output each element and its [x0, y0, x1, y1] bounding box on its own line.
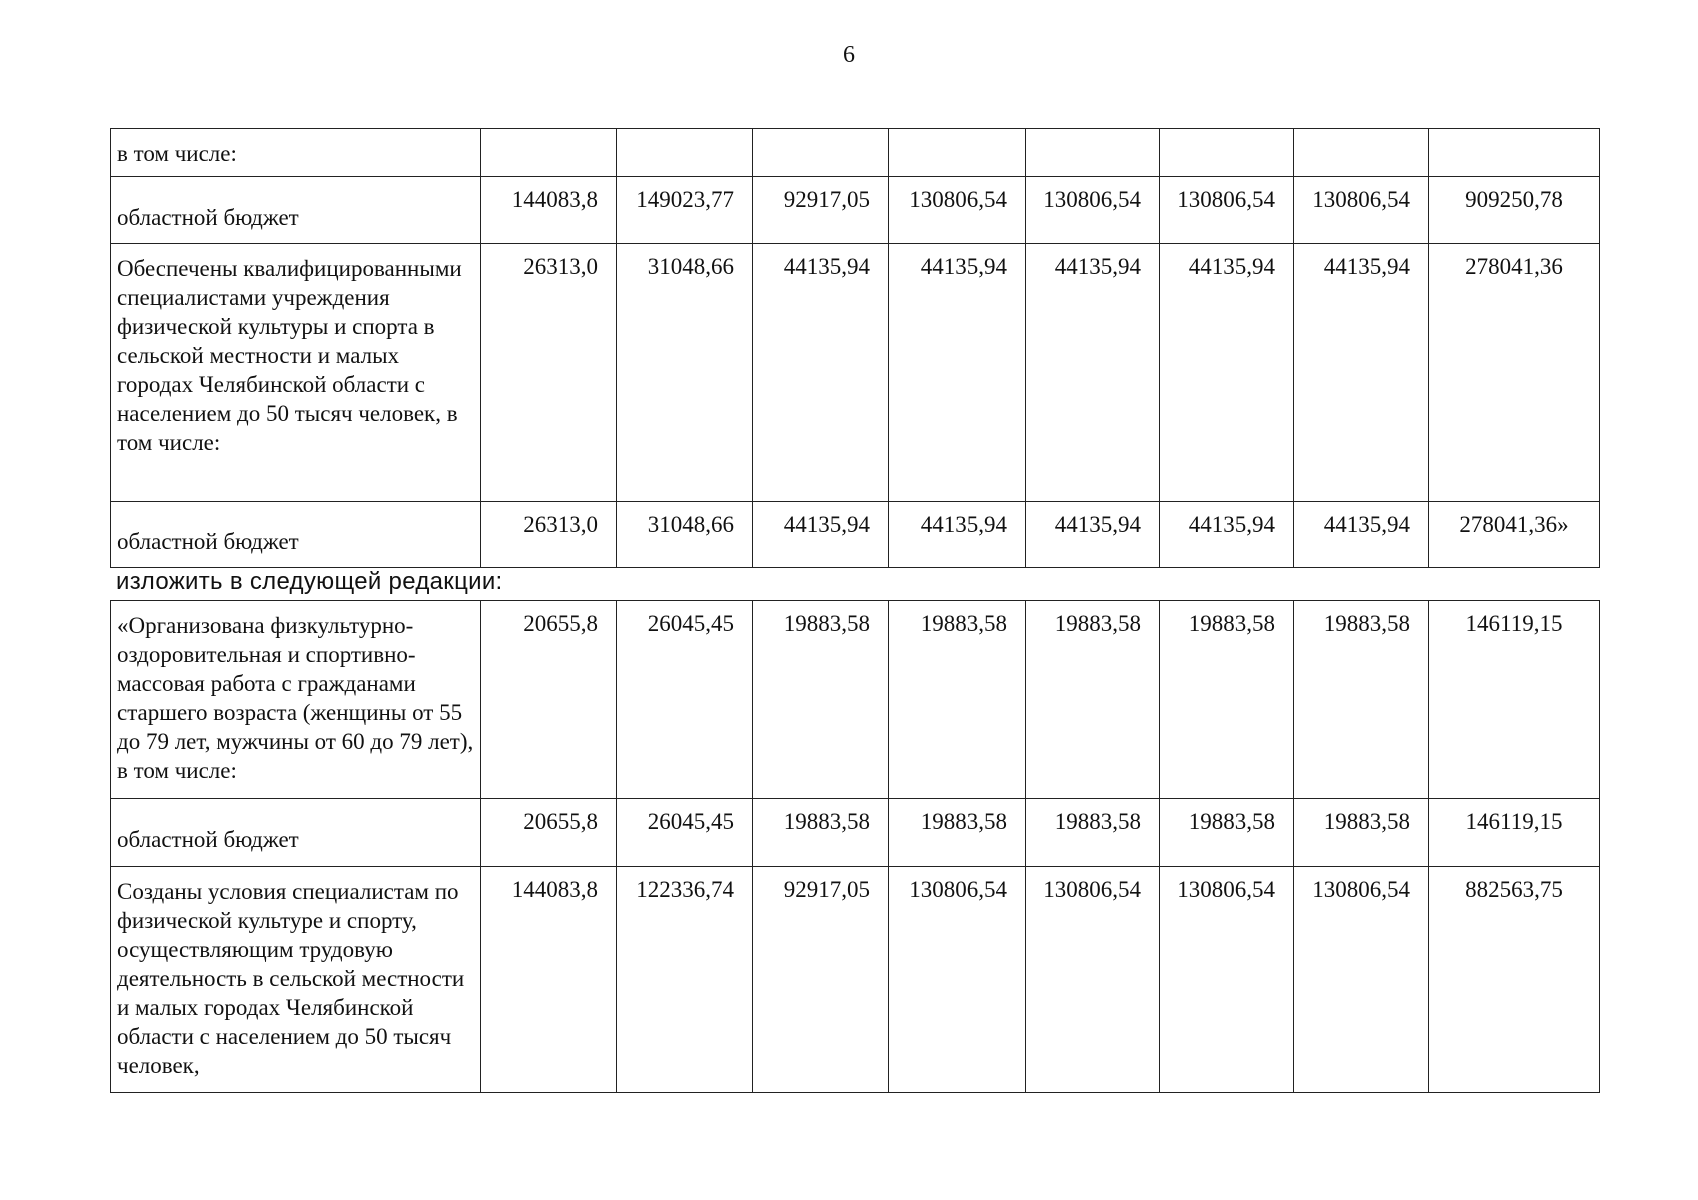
value-cell: 19883,58 [889, 601, 1026, 799]
value-cell: 130806,54 [1294, 867, 1429, 1093]
total-cell: 278041,36» [1429, 502, 1600, 568]
value-cell: 26313,0 [481, 244, 617, 502]
value-cell: 130806,54 [889, 867, 1026, 1093]
row-label: Созданы условия специалистам по физической культуре и спорту, осуществляющим трудовую деятельность в сельской местности и малых городах Челябинской области с населением до 50 тысяч человек, [111, 867, 481, 1093]
value-cell [1160, 129, 1294, 177]
value-cell: 44135,94 [753, 244, 889, 502]
value-cell: 19883,58 [1294, 799, 1429, 867]
value-cell [1026, 129, 1160, 177]
table-row [111, 867, 1600, 1093]
budget-table-current [110, 128, 1600, 568]
value-cell: 130806,54 [889, 177, 1026, 244]
value-cell: 122336,74 [617, 867, 753, 1093]
total-cell: 146119,15 [1429, 799, 1600, 867]
value-cell: 20655,8 [481, 601, 617, 799]
value-cell: 19883,58 [1294, 601, 1429, 799]
value-cell: 19883,58 [1160, 799, 1294, 867]
row-label: в том числе: [111, 129, 481, 177]
value-cell: 130806,54 [1294, 177, 1429, 244]
value-cell: 92917,05 [753, 177, 889, 244]
value-cell [889, 129, 1026, 177]
value-cell: 44135,94 [889, 502, 1026, 568]
value-cell: 44135,94 [1294, 502, 1429, 568]
value-cell: 130806,54 [1160, 867, 1294, 1093]
row-label: областной бюджет [111, 502, 481, 568]
value-cell: 44135,94 [1160, 502, 1294, 568]
table-row [111, 177, 1600, 244]
page-number: 6 [843, 42, 855, 68]
amendment-instruction: изложить в следующей редакции: [116, 568, 503, 595]
value-cell [1294, 129, 1429, 177]
value-cell: 44135,94 [1026, 502, 1160, 568]
value-cell: 19883,58 [1026, 799, 1160, 867]
value-cell: 31048,66 [617, 502, 753, 568]
value-cell [753, 129, 889, 177]
value-cell [617, 129, 753, 177]
value-cell: 26045,45 [617, 601, 753, 799]
total-cell: 146119,15 [1429, 601, 1600, 799]
value-cell: 20655,8 [481, 799, 617, 867]
table-row [111, 799, 1600, 867]
row-label: Обеспечены квалифицированными специалистами учреждения физической культуры и спорта в сельской местности и малых городах Челябинской области с населением до 50 тысяч человек, в том числе: [111, 244, 481, 502]
total-cell: 278041,36 [1429, 244, 1600, 502]
table-row [111, 601, 1600, 799]
row-label: областной бюджет [111, 177, 481, 244]
value-cell: 92917,05 [753, 867, 889, 1093]
value-cell: 144083,8 [481, 867, 617, 1093]
value-cell: 44135,94 [1160, 244, 1294, 502]
total-cell [1429, 129, 1600, 177]
total-cell: 882563,75 [1429, 867, 1600, 1093]
table-row [111, 244, 1600, 502]
value-cell: 130806,54 [1026, 177, 1160, 244]
value-cell [481, 129, 617, 177]
value-cell: 26313,0 [481, 502, 617, 568]
value-cell: 130806,54 [1160, 177, 1294, 244]
value-cell: 19883,58 [1160, 601, 1294, 799]
table-row [111, 502, 1600, 568]
total-cell: 909250,78 [1429, 177, 1600, 244]
value-cell: 19883,58 [753, 601, 889, 799]
value-cell: 44135,94 [1294, 244, 1429, 502]
table-row [111, 129, 1600, 177]
value-cell: 31048,66 [617, 244, 753, 502]
value-cell: 26045,45 [617, 799, 753, 867]
budget-table-amended [110, 600, 1600, 1093]
value-cell: 149023,77 [617, 177, 753, 244]
value-cell: 44135,94 [753, 502, 889, 568]
value-cell: 19883,58 [889, 799, 1026, 867]
row-label: областной бюджет [111, 799, 481, 867]
value-cell: 130806,54 [1026, 867, 1160, 1093]
value-cell: 144083,8 [481, 177, 617, 244]
value-cell: 19883,58 [753, 799, 889, 867]
value-cell: 44135,94 [889, 244, 1026, 502]
row-label: «Организована физкультурно-оздоровительная и спортивно-массовая работа с гражданами старшего возраста (женщины от 55 до 79 лет, мужчины от 60 до 79 лет), в том числе: [111, 601, 481, 799]
value-cell: 19883,58 [1026, 601, 1160, 799]
value-cell: 44135,94 [1026, 244, 1160, 502]
